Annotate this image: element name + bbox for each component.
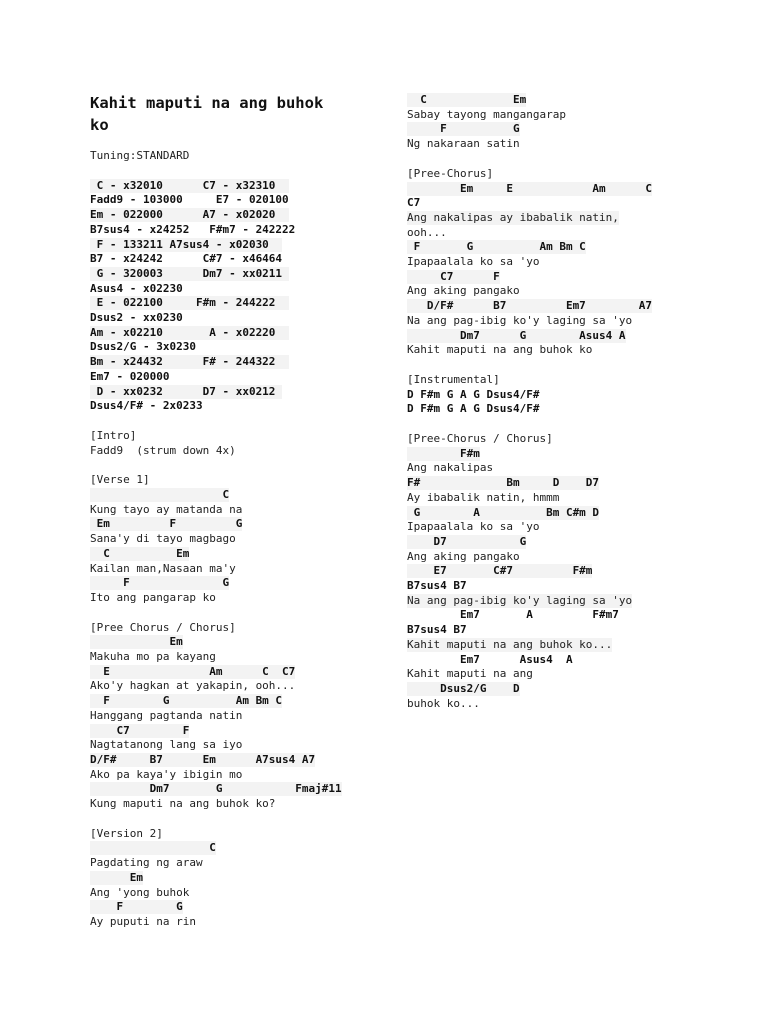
lyric-line: [Intro] (90, 428, 137, 442)
lyric-line: Ang nakalipas (407, 461, 494, 475)
lyric-line: Nagtatanong lang sa iyo (90, 738, 243, 752)
chord-line: Dsus2 - xx0230 (90, 311, 183, 324)
lyric-line: [Verse 1] (90, 473, 150, 487)
chord-line: F G Am Bm C (90, 694, 283, 708)
chord-line: C Em (90, 546, 190, 560)
chord-line: D - xx0232 D7 - xx0212 (90, 384, 283, 398)
chord-line: C - x32010 C7 - x32310 (90, 178, 289, 192)
chord-line: Em7 Asus4 A (407, 652, 573, 666)
lyric-line: Na ang pag-ibig ko'y laging sa 'yo (407, 593, 633, 607)
lyric-line: Ay ibabalik natin, hmmm (407, 490, 560, 504)
chord-line: C Em (407, 93, 527, 106)
chord-line: F G (90, 900, 183, 914)
lyric-line: Ang 'yong buhok (90, 885, 190, 899)
lyric-line: Na ang pag-ibig ko'y laging sa 'yo (407, 313, 633, 327)
lyric-line: Sana'y di tayo magbago (90, 532, 236, 546)
lyric-line: Kung maputi na ang buhok ko? (90, 797, 276, 810)
chord-line: Em (90, 870, 143, 884)
chord-line: B7sus4 B7 (407, 623, 467, 637)
chord-line: Dsus2/G D (407, 681, 520, 695)
lyric-line: Ito ang pangarap ko (90, 590, 216, 604)
song-title-line-2: ko (90, 116, 109, 134)
song-title-line-1: Kahit maputi na ang buhok (90, 94, 324, 112)
chord-line: F G Am Bm C (407, 240, 586, 254)
lyric-line: [Instrumental] (407, 372, 500, 386)
lyric-line: Ang nakalipas ay ibabalik natin, (407, 210, 619, 224)
chord-line: D/F# B7 Em7 A7 (407, 299, 653, 313)
lyric-line: Kung tayo ay matanda na (90, 502, 243, 516)
chord-line: F# Bm D D7 (407, 476, 600, 490)
chord-line: D F#m G A G Dsus4/F# (407, 387, 540, 401)
lyric-line: Ako'y hagkan at yakapin, ooh... (90, 679, 296, 693)
chord-line: D/F# B7 Em A7sus4 A7 (90, 752, 316, 766)
lyric-line: Hanggang pagtanda natin (90, 708, 243, 722)
lyric-line: Ng nakaraan satin (407, 137, 520, 151)
lyric-line: Ipapaalala ko sa 'yo (407, 255, 540, 268)
chord-line: Em (90, 635, 183, 649)
lyric-line: Kahit maputi na ang buhok ko... (407, 637, 613, 651)
lyric-line: Sabay tayong mangangarap (407, 107, 566, 121)
chord-line: Em E Am C (407, 181, 653, 195)
chord-line: Dm7 G Asus4 A (407, 328, 626, 342)
lyric-line: Ay puputi na rin (90, 914, 196, 928)
chord-line: C7 F (407, 269, 500, 283)
chord-line: Dm7 G Fmaj#11 (90, 782, 342, 796)
chord-line: D F#m G A G Dsus4/F# (407, 402, 540, 416)
chord-line: Dsus2/G - 3x0230 (90, 340, 196, 354)
chord-line: F G (407, 122, 520, 136)
chord-line: C (90, 841, 216, 855)
lyric-line: Ang aking pangako (407, 549, 520, 563)
chord-line: Am - x02210 A - x02220 (90, 325, 289, 339)
lyric-line: ooh... (407, 225, 447, 239)
chord-line: Em7 A F#m7 (407, 608, 619, 622)
chord-line: D7 G (407, 534, 527, 548)
chord-line: Em - 022000 A7 - x02020 (90, 208, 289, 222)
chord-line: Bm - x24432 F# - 244322 (90, 355, 289, 369)
lyric-line: [Pree-Chorus] (407, 166, 494, 180)
lyric-line: Ako pa kaya'y ibigin mo (90, 767, 243, 781)
chord-line: F G (90, 576, 230, 590)
chord-line: C (90, 488, 230, 501)
lyric-line: Ang aking pangako (407, 284, 520, 298)
chord-line: G A Bm C#m D (407, 505, 600, 519)
chord-line: Dsus4/F# - 2x0233 (90, 399, 203, 413)
lyric-line: Kahit maputi na ang buhok ko (407, 343, 593, 357)
chord-line: B7 - x24242 C#7 - x46464 (90, 252, 283, 266)
chord-line: Em7 - 020000 (90, 369, 170, 383)
lyric-line: buhok ko... (407, 696, 480, 710)
chord-line: E7 C#7 F#m (407, 564, 593, 578)
chord-line: C7 F (90, 723, 190, 737)
lyric-line: Tuning:STANDARD (90, 149, 190, 162)
chord-line: Em F G (90, 517, 243, 531)
lyric-line: Fadd9 (strum down 4x) (90, 443, 236, 457)
lyric-line: [Version 2] (90, 826, 163, 840)
chord-line: B7sus4 B7 (407, 579, 467, 592)
lyric-line: Kailan man,Nasaan ma'y (90, 561, 236, 575)
chord-line: E - 022100 F#m - 244222 (90, 296, 289, 310)
lyric-line: Ipapaalala ko sa 'yo (407, 520, 540, 534)
chord-line: B7sus4 - x24252 F#m7 - 242222 (90, 222, 296, 236)
chord-line: C7 (407, 196, 421, 210)
chord-line: F#m (407, 446, 480, 460)
lyric-line: Kahit maputi na ang (407, 667, 533, 681)
chord-line: Fadd9 - 103000 E7 - 020100 (90, 193, 289, 207)
lyric-line: [Pree-Chorus / Chorus] (407, 432, 553, 445)
lyric-line: Pagdating ng araw (90, 856, 203, 870)
lyric-line: Makuha mo pa kayang (90, 650, 216, 663)
chord-line: F - 133211 A7sus4 - x02030 (90, 237, 283, 251)
lyric-line: [Pree Chorus / Chorus] (90, 620, 236, 634)
chord-line: E Am C C7 (90, 664, 296, 678)
chord-line: G - 320003 Dm7 - xx0211 (90, 266, 289, 280)
chord-line: Asus4 - x02230 (90, 281, 183, 295)
